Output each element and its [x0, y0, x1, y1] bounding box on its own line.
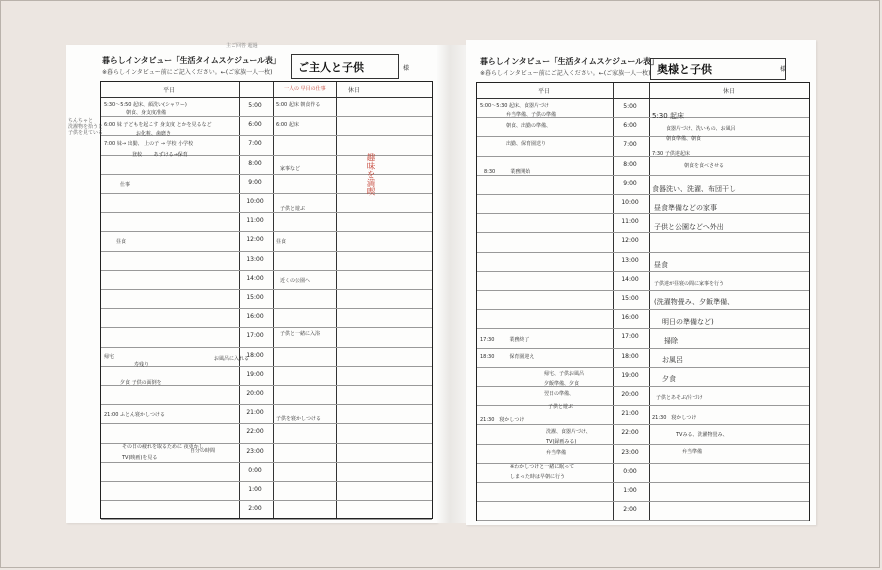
weekday-column-header: 平日 — [537, 88, 550, 95]
grid-row-line — [101, 347, 432, 348]
time-slot-label: 23:00 — [246, 447, 264, 455]
holiday-entry: 食器片づけ、洗いもの、お風呂 — [666, 126, 736, 132]
time-slot-label: 11:00 — [246, 217, 264, 225]
time-slot-label: 15:00 — [246, 294, 264, 301]
time-slot-label: 10:00 — [621, 199, 639, 206]
time-slot-label: 5:00 — [248, 102, 262, 109]
weekday-entry: 仕事 — [120, 182, 131, 188]
weekday-entry: 朝食、身支度准備 — [126, 110, 167, 116]
holiday-entry: (洗濯物畳み、夕飯準備、 — [654, 298, 735, 306]
sheet-note: ※暮らしインタビュー前にご記入ください。←(ご家族一人一枚) — [480, 70, 651, 77]
grid-row-line — [477, 156, 809, 157]
time-slot-label: 18:00 — [246, 351, 264, 359]
weekday-entry: お化粧、歯磨き — [136, 131, 172, 137]
grid-row-line — [477, 328, 809, 329]
holiday-entry: 7:30 子供達起床 — [652, 151, 690, 157]
time-slot-label: 13:00 — [621, 256, 639, 264]
time-slot-label: 5:00 — [623, 103, 637, 110]
holiday-entry: 子供と遊ぶ — [280, 206, 306, 212]
sheet-title: 暮らしインタビュー「生活タイムスケジュール表」 — [480, 57, 659, 66]
time-slot-label: 16:00 — [246, 313, 264, 321]
holiday-entry: 子供と公園などへ外出 — [654, 223, 724, 231]
weekday-entry: 出勤、保育園送り — [506, 141, 547, 147]
grid-row-line — [477, 309, 809, 310]
holiday-entry: 5:00 起床 朝食作る — [276, 102, 321, 108]
time-slot-label: 17:00 — [246, 332, 264, 340]
holiday-entry: お風呂 — [662, 356, 683, 364]
time-slot-label: 19:00 — [246, 370, 264, 378]
grid-row-line — [101, 481, 432, 482]
time-slot-label: 7:00 — [623, 141, 637, 149]
sheet-note: ※暮らしインタビュー前にご記入ください。←(ご家族一人一枚) — [102, 69, 273, 76]
holiday-entry: 5:30 起床 — [652, 112, 684, 120]
time-slot-label: 17:00 — [621, 333, 639, 341]
holiday-entry: 子供と一緒に入浴 — [280, 331, 321, 337]
right-schedule-page — [466, 40, 816, 525]
time-slot-label: 2:00 — [248, 505, 262, 513]
grid-row-line — [101, 366, 432, 367]
weekday-entry: 5:00〜5:30 起床、食器片づけ — [480, 103, 550, 109]
time-slot-label: 22:00 — [621, 429, 639, 437]
holiday-entry: 近くの公園へ — [280, 278, 311, 284]
holiday-entry: 昼食 — [276, 239, 287, 245]
grid-row-line — [101, 251, 432, 252]
time-slot-label: 21:00 — [246, 409, 264, 417]
family-member-name: ご主人と子供 — [291, 54, 399, 79]
grid-row-line — [477, 520, 809, 521]
weekday-entry: 6:00 妹 子どもを起こす 身支度 とかを見るなど — [104, 122, 212, 128]
weekday-entry: 7:00 妹→ 出勤、 上の子 → 学校 小学校 — [104, 141, 194, 147]
weekday-entry: 21:30 寝かしつけ — [480, 417, 525, 423]
weekday-entry: ※わかしつけと一緒に眠って — [510, 464, 575, 470]
time-slot-label: 18:00 — [621, 352, 639, 360]
holiday-entry: 昼食 — [654, 261, 668, 269]
holiday-entry: 6:00 起床 — [276, 122, 299, 128]
time-slot-label: 9:00 — [248, 178, 262, 186]
margin-note: ちんちゃと 洗濯物を拾うと 子供を見ている — [68, 118, 104, 136]
weekday-entry: 翌日の準備、 — [544, 391, 575, 397]
weekday-entry: 寿残り — [134, 362, 150, 368]
weekday-entry: 子供と遊ぶ — [548, 404, 574, 410]
grid-row-line — [101, 231, 432, 232]
weekday-entry: 8:30 業務開始 — [484, 169, 531, 175]
time-slot-label: 7:00 — [248, 140, 262, 148]
weekday-entry: 帰宅 — [104, 354, 115, 360]
grid-row-line — [477, 194, 809, 195]
time-slot-label: 14:00 — [621, 275, 639, 283]
holiday-entry: 一人の 早目の仕事 — [284, 86, 326, 92]
weekday-entry: 弁当準備 — [546, 450, 567, 456]
grid-row-line — [477, 482, 809, 483]
holiday-entry: 食器洗い、洗濯、布団干し — [652, 185, 736, 193]
holiday-entry: 夕食 — [662, 375, 676, 383]
time-slot-label: 20:00 — [621, 391, 639, 398]
weekday-entry: 18:30 保育園迎え — [480, 354, 535, 360]
grid-row-line — [101, 174, 432, 175]
grid-row-line — [477, 252, 809, 253]
weekday-entry: しまった時は早朝に行う — [510, 474, 566, 480]
time-slot-label: 10:00 — [246, 198, 264, 205]
time-slot-label: 21:00 — [621, 410, 639, 418]
time-slot-label: 0:00 — [623, 467, 637, 475]
grid-row-line — [101, 519, 432, 520]
grid-row-line — [477, 232, 809, 233]
holiday-entry: 朝食準備、朝食 — [666, 136, 702, 142]
grid-row-line — [101, 212, 432, 213]
holiday-entry: 21:30 寝かしつけ — [652, 415, 697, 421]
top-scribble: 主ご回答 超過 — [226, 43, 258, 49]
holiday-column-header: 休日 — [722, 88, 735, 95]
time-slot-label: 16:00 — [621, 314, 639, 322]
weekday-entry: 洗濯、食器片づけ、 — [546, 429, 591, 435]
grid-row-line — [477, 213, 809, 214]
time-slot-label: 13:00 — [246, 255, 264, 263]
honorific: 様 — [780, 66, 787, 73]
time-slot-label: 0:00 — [248, 466, 262, 474]
grid-row-line — [477, 348, 809, 349]
honorific: 様 — [403, 65, 410, 72]
grid-row-line — [477, 424, 809, 425]
time-slot-label: 23:00 — [621, 448, 639, 456]
holiday-red-note: 趣味を満喫 — [365, 153, 375, 196]
weekday-entry: その日の疲れを取るために 夜更かし — [122, 444, 204, 450]
left-schedule-page — [66, 45, 437, 523]
holiday-column-header: 休日 — [347, 87, 360, 94]
weekday-entry: 5:30〜5:50 起床、顔洗い(シャワー) — [104, 102, 187, 108]
holiday-entry: 子供達が昼寝の間に家事を行う — [654, 281, 725, 287]
grid-row-line — [477, 444, 809, 445]
time-slot-label: 2:00 — [623, 506, 637, 514]
grid-row-line — [101, 193, 432, 194]
weekday-entry: 自分の時間 — [190, 448, 216, 454]
holiday-entry: 明日の準備など) — [662, 318, 714, 326]
grid-row-line — [101, 116, 432, 117]
grid-row-line — [101, 423, 432, 424]
grid-row-line — [477, 271, 809, 272]
time-slot-label: 6:00 — [623, 122, 637, 130]
grid-row-line — [477, 367, 809, 368]
weekday-entry: 弁当準備、子供の準備 — [506, 112, 557, 118]
sheet-title: 暮らしインタビュー「生活タイムスケジュール表」 — [102, 56, 281, 65]
weekday-entry: 朝食、出勤の準備、 — [506, 123, 552, 129]
grid-row-line — [477, 136, 809, 137]
holiday-entry: 昼食準備などの家事 — [654, 204, 717, 212]
holiday-entry: 子供を寝かしつける — [276, 416, 322, 422]
weekday-entry: 21:00 ふとん寝かしつける — [104, 412, 165, 418]
weekday-entry: TV(録画みる) — [546, 439, 577, 445]
time-slot-label: 8:00 — [248, 159, 262, 167]
holiday-entry: 子供とあそぶ/片づけ — [656, 395, 703, 401]
grid-row-line — [101, 270, 432, 271]
holiday-entry: 掃除 — [664, 337, 678, 345]
weekday-entry: 夕飯準備、夕食 — [544, 381, 580, 387]
weekday-column-header: 平日 — [162, 87, 175, 94]
time-slot-label: 11:00 — [621, 218, 639, 226]
time-slot-label: 12:00 — [621, 237, 639, 245]
time-slot-label: 12:00 — [246, 236, 264, 244]
grid-row-line — [477, 290, 809, 291]
holiday-entry: 朝食を食べさせる — [684, 163, 725, 169]
weekday-entry: 夕食 子供の面倒を — [120, 380, 162, 386]
grid-row-line — [101, 289, 432, 290]
holiday-entry: TVみる、洗濯物畳み、 — [676, 432, 728, 438]
time-slot-label: 19:00 — [621, 371, 639, 379]
time-slot-label: 9:00 — [623, 179, 637, 187]
time-slot-label: 20:00 — [246, 390, 264, 397]
weekday-entry: 昼食 — [116, 239, 127, 245]
family-member-name: 奥様と子供 — [650, 58, 786, 80]
weekday-entry: 17:30 業務終了 — [480, 337, 530, 343]
grid-row-line — [477, 501, 809, 502]
time-slot-label: 15:00 — [621, 295, 639, 302]
grid-row-line — [477, 405, 809, 406]
weekday-entry: お風呂に入れる — [214, 356, 250, 362]
time-slot-label: 1:00 — [623, 487, 637, 494]
weekday-entry: 登校 あずける→保育 — [132, 152, 188, 158]
time-slot-label: 22:00 — [246, 428, 264, 436]
weekday-entry: TV(映画)を見る — [122, 455, 158, 461]
time-slot-label: 14:00 — [246, 274, 264, 282]
grid-row-line — [101, 308, 432, 309]
holiday-entry: 家事など — [280, 166, 301, 172]
grid-row-line — [101, 404, 432, 405]
grid-row-line — [477, 386, 809, 387]
grid-row-line — [101, 327, 432, 328]
book-gutter — [437, 45, 466, 523]
weekday-entry: 帰宅、子供お風呂 — [544, 371, 585, 377]
time-slot-label: 8:00 — [623, 160, 637, 168]
time-slot-label: 6:00 — [248, 121, 262, 129]
grid-row-line — [101, 462, 432, 463]
grid-row-line — [101, 500, 432, 501]
holiday-entry: 弁当準備 — [682, 449, 703, 455]
time-slot-label: 1:00 — [248, 486, 262, 493]
